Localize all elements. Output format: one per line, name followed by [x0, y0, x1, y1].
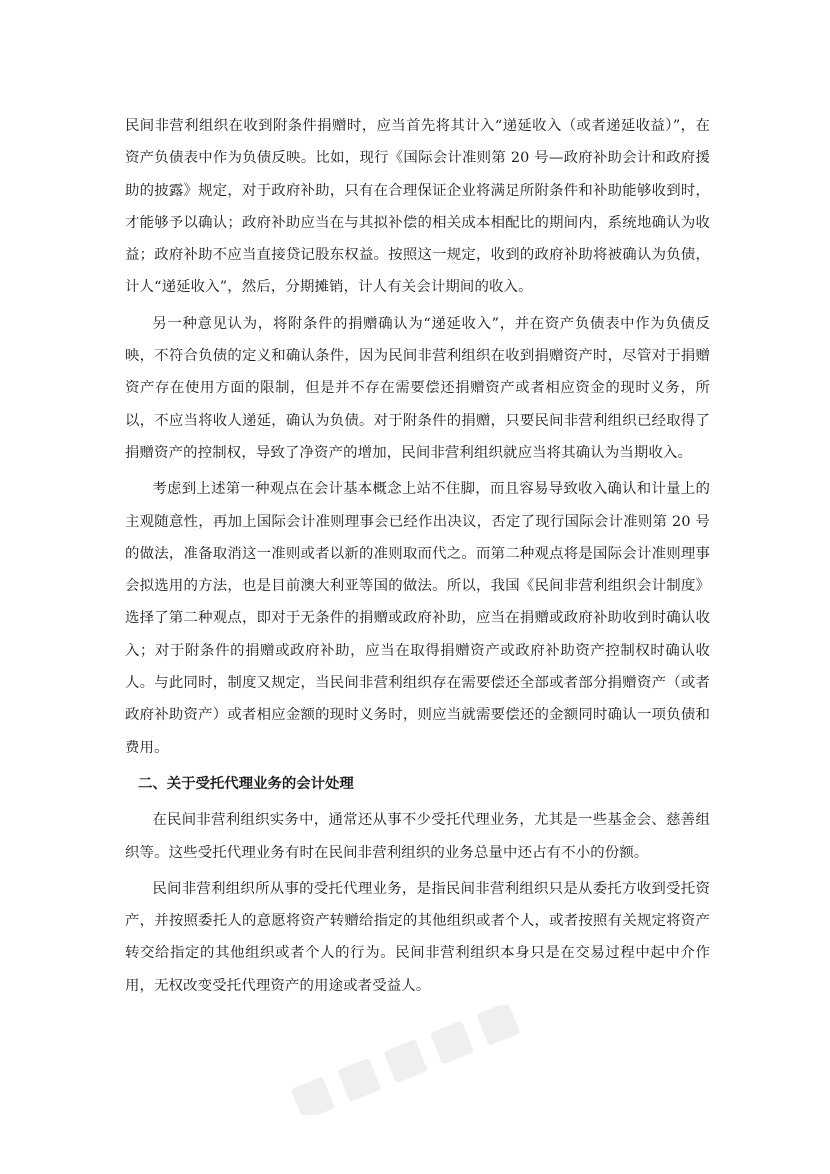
document-body	[125, 110, 710, 1006]
diagonal-text-watermark-icon	[250, 1005, 610, 1115]
paragraph-trust-agency-intro: 在民间非营利组织实务中，通常还从事不少受托代理业务，尤其是一些基金会、慈善组织等。这些受托代理业务有时在民间非营利组织的业务总量中还占有不小的份额。	[125, 812, 710, 861]
paragraph-conclusion: 考虑到上述第一种观点在会计基本概念上站不住脚，而且容易导致收入确认和计量上的主观随意性，再加上国际会计准则理事会已经作出决议，否定了现行国际会计准则第 20 号的做法，准备取消这一准则或者以新的准则取而代之。而第二种观点将是国际会计准则理事会拟选用的方法，也是目前澳大利亚等国的做法。所以，我国《民间非营利组织会计制度》选择了第二种观点，即对于无条件的捐赠或政府补助，应当在捐赠或政府补助收到时确认收入；对于附条件的捐赠或政府补助，应当在取得捐赠资产或政府补助资产控制权时确认收人。与此同时，制度又规定，当民间非营利组织存在需要偿还全部或者部分捐赠资产（或者政府补助资产）或者相应金额的现时义务时，则应当就需要偿还的金额同时确认一项负债和费用。	[125, 481, 710, 756]
paragraph-alternative-view: 另一种意见认为，将附条件的捐赠确认为“递延收入”，并在资产负债表中作为负债反映，不符合负债的定义和确认条件，因为民间非营利组织在收到捐赠资产时，尽管对于捐赠资产存在使用方面的限制，但是并不存在需要偿还捐赠资产或者相应资金的现时义务，所以，不应当将收人递延，确认为负债。对于附条件的捐赠，只要民间非营利组织已经取得了捐赠资产的控制权，导致了净资产的增加，民间非营利组织就应当将其确认为当期收入。	[125, 315, 710, 461]
paragraph-trust-agency-definition: 民间非营利组织所从事的受托代理业务，是指民间非营利组织只是从委托方收到受托资产，并按照委托人的意愿将资产转赠给指定的其他组织或者个人，或者按照有关规定将资产转交给指定的其他组织或者个人的行为。民间非营利组织本身只是在交易过程中起中介作用，无权改变受托代理资产的用途或者受益人。	[125, 880, 710, 994]
section-heading-trust-agency: 二、关于受托代理业务的会计处理	[137, 774, 354, 792]
paragraph-deferred-revenue-view: 民间非营利组织在收到附条件捐赠时，应当首先将其计入“递延收入（或者递延收益）”，在资产负债表中作为负债反映。比如，现行《国际会计准则第 20 号—政府补助会计和政府援助的披露》规定，对于政府补助，只有在合理保证企业将满足所附条件和补助能够收到时，才能够予以确认；政府补助应当在与其拟补偿的相关成本相配比的期间内，系统地确认为收益；政府补助不应当直接贷记股东权益。按照这一规定，收到的政府补助将被确认为负债，计人“递延收入”，然后，分期摊销，计人有关会计期间的收入。	[125, 118, 710, 296]
